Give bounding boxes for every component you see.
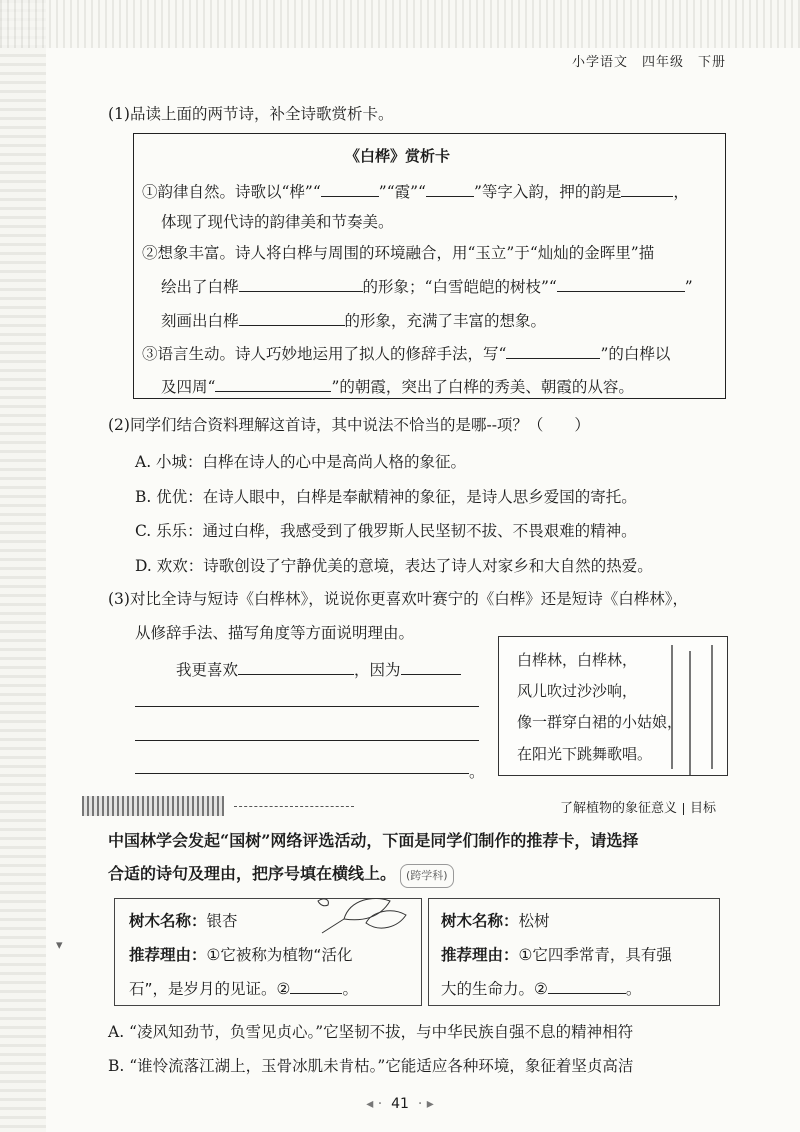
poem-line-1: 白桦林，白桦林， [517,651,638,669]
q2-option-b[interactable]: B. 优优：在诗人眼中，白桦是奉献精神的象征，是诗人思乡爱国的寄托。 [135,488,637,506]
q3-prompt-line-1: (3)对比全诗与短诗《白桦林》，说说你更喜欢叶赛宁的《白桦》还是短诗《白桦林》， [108,590,688,608]
answer-end-mark: 。 [469,763,485,781]
section-goal: 了解植物的象征意义 目标 [559,801,716,816]
q4-option-a: A. “凌风知劲节，负雪见贞心。”它坚韧不拔，与中华民族自强不息的精神相符 [108,1023,634,1041]
q4-option-b: B. “谁怜流落江湖上，玉骨冰肌未肯枯。”它能适应各种环境，象征着坚贞高洁 [108,1057,634,1075]
q2-option-d[interactable]: D. 欢欢：诗歌创设了宁静优美的意境，表达了诗人对家乡和大自然的热爱。 [135,557,653,575]
q2-option-a[interactable]: A. 小城：白桦在诗人的心中是高尚人格的象征。 [135,453,467,471]
poem-line-4: 在阳光下跳舞歌唱。 [517,745,653,763]
pine-reason-row-2: 大的生命力。② 。 [441,980,642,998]
blank-personified-birch[interactable] [506,343,600,359]
card-item-3-line-2: 及四周“ ”的朝霞，突出了白桦的秀美、朝霞的从容。 [161,378,634,396]
scan-edge-top [0,0,800,48]
blank-birch-image-1[interactable] [239,276,363,292]
birch-trunk-illustration [671,645,673,769]
q4-prompt-line-2: 合适的诗句及理由，把序号填在横线上。 (跨学科) [108,864,454,888]
q2-prompt: (2)同学们结合资料理解这首诗，其中说法不恰当的是哪--项？（ ） [108,416,590,434]
q4-prompt-line-1: 中国林学会发起“国树”网络评选活动，下面是同学们制作的推荐卡，请选择 [108,831,639,850]
answer-line-4[interactable] [135,773,469,774]
ginkgo-leaf-icon [314,893,410,939]
birch-trunk-illustration [689,651,691,775]
q2-option-c[interactable]: C. 乐乐：通过白桦，我感受到了俄罗斯人民坚韧不拔、不畏艰难的精神。 [135,522,637,540]
blank-reason-start[interactable] [401,659,461,675]
cross-subject-badge: (跨学科) [400,864,454,888]
blank-preferred-poem[interactable] [238,659,354,675]
section-banner [82,796,224,816]
card-item-3-line-1: ③语言生动。诗人巧妙地运用了拟人的修辞手法，写“ ”的白桦以 [142,345,671,363]
scan-edge-left [0,0,46,1132]
blank-morning-glow[interactable] [215,376,331,392]
answer-line-2[interactable] [135,706,479,707]
blank-pine-choice[interactable] [548,978,626,994]
blank-rhyme-1[interactable] [321,181,379,197]
card-item-2-line-2: 绘出了白桦 的形象；“白雪皑皑的树枝”“ ” [161,278,693,296]
page-number: ◂ · 41 · ▸ [366,1096,434,1112]
card-title: 《白桦》赏析卡 [345,147,451,165]
ginkgo-reason-row-2: 石”，是岁月的见证。② 。 [129,980,358,998]
q3-prompt-line-2: 从修辞手法、描写角度等方面说明理由。 [135,624,415,642]
blank-birch-image-2[interactable] [239,310,345,326]
answer-line-3[interactable] [135,740,479,741]
q1-prompt: (1)品读上面的两节诗，补全诗歌赏析卡。 [108,105,394,123]
blank-rhyme-type[interactable] [621,181,673,197]
pine-reason-row-1: 推荐理由：①它四季常青，具有强 [441,945,672,964]
section-divider [234,806,354,807]
q3-answer-line-1: 我更喜欢 ，因为 [176,659,461,680]
scan-mark: ▾ [56,938,63,953]
card-item-2-line-3: 刻画出白桦 的形象，充满了丰富的想象。 [161,312,547,330]
card-item-1-line-2: 体现了现代诗的韵律美和节奏美。 [161,213,394,231]
ginkgo-name-row: 树木名称：银杏 [129,911,238,930]
ginkgo-reason-row-1: 推荐理由：①它被称为植物“活化 [129,945,353,964]
pine-name-row: 树木名称：松树 [441,911,550,930]
blank-rhyme-2[interactable] [426,181,474,197]
card-item-2-line-1: ②想象丰富。诗人将白桦与周围的环境融合，用“玉立”于“灿灿的金晖里”描 [142,244,655,262]
poem-line-2: 风儿吹过沙沙响， [517,682,638,700]
card-item-1-line-1: ①韵律自然。诗歌以“桦”“ ”“霞”“ ”等字入韵，押的韵是 ， [142,183,689,201]
birch-trunk-illustration [711,645,713,769]
poem-line-3: 像一群穿白裙的小姑娘， [517,713,683,731]
recommend-card-pine [428,898,720,1006]
book-tag: 小学语文 四年级 下册 [571,55,726,70]
blank-poem-line[interactable] [557,276,685,292]
blank-ginkgo-choice[interactable] [290,978,342,994]
short-poem-box [498,636,728,776]
